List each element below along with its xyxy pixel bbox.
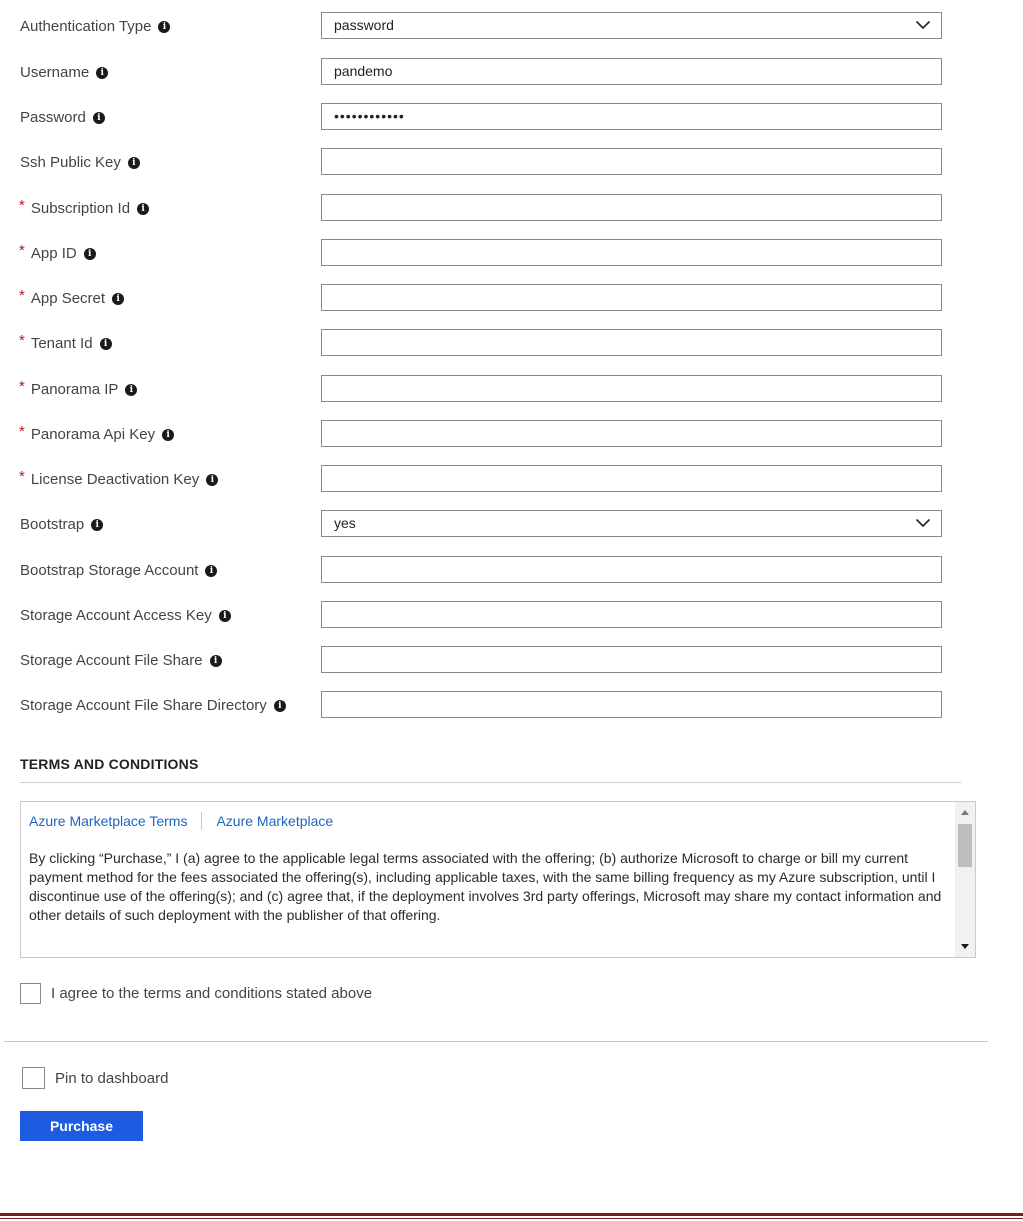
info-icon[interactable]: i (100, 338, 112, 350)
bootstrap-select[interactable] (321, 510, 942, 537)
username-input[interactable] (321, 58, 942, 85)
info-icon[interactable]: i (158, 21, 170, 33)
field-value: pandemo (334, 63, 393, 79)
field-label-text: Tenant Id (30, 335, 93, 352)
field-label-text: Panorama IP (30, 381, 119, 398)
info-icon[interactable]: i (91, 519, 103, 531)
info-icon[interactable]: i (210, 655, 222, 667)
bootstrap-storage-account-input[interactable] (321, 556, 942, 583)
authentication-type-label (20, 12, 170, 42)
field-label-text: Subscription Id (30, 200, 131, 217)
info-icon[interactable]: i (112, 293, 124, 305)
bootstrap-label (20, 510, 103, 540)
app-secret-row (0, 284, 1023, 314)
bootstrap-storage-account-row (0, 556, 1023, 586)
footer-rule (0, 1213, 1023, 1216)
chevron-down-icon[interactable] (915, 518, 931, 528)
field-label-text: Bootstrap (20, 516, 85, 533)
username-label (20, 58, 108, 88)
field-label-text: Password (20, 109, 86, 126)
agree-terms-checkbox[interactable] (20, 983, 41, 1004)
required-asterisk-icon: * (19, 287, 25, 304)
pin-dashboard-row (22, 1067, 168, 1089)
required-asterisk-icon: * (19, 332, 25, 349)
info-icon[interactable]: i (205, 565, 217, 577)
scroll-up-arrow-icon[interactable] (961, 810, 969, 815)
info-icon[interactable]: i (206, 474, 218, 486)
ssh-public-key-label (20, 148, 140, 178)
section-divider (4, 1041, 988, 1042)
agree-terms-row (20, 983, 372, 1004)
field-label-text: Storage Account File Share Directory (20, 697, 267, 714)
field-label-text: App ID (30, 245, 77, 262)
field-value: yes (334, 515, 356, 531)
info-icon[interactable]: i (93, 112, 105, 124)
storage-account-access-key-input[interactable] (321, 601, 942, 628)
field-label-text: Username (20, 64, 90, 81)
field-label-text: Storage Account Access Key (20, 607, 212, 624)
license-deactivation-key-label (20, 465, 218, 495)
field-label-text: App Secret (30, 290, 106, 307)
field-value: password (334, 17, 394, 33)
panorama-ip-input[interactable] (321, 375, 942, 402)
info-icon[interactable]: i (137, 203, 149, 215)
tenant-id-label (20, 329, 112, 359)
storage-account-file-share-label (20, 646, 222, 676)
pin-dashboard-checkbox[interactable] (22, 1067, 45, 1089)
required-asterisk-icon: * (19, 468, 25, 485)
terms-box (20, 801, 976, 958)
terms-title: TERMS AND CONDITIONS (20, 756, 199, 772)
storage-account-access-key-row (0, 601, 1023, 631)
required-asterisk-icon: * (19, 423, 25, 440)
app-secret-input[interactable] (321, 284, 942, 311)
link-separator (201, 812, 202, 830)
info-icon[interactable]: i (274, 700, 286, 712)
info-icon[interactable]: i (125, 384, 137, 396)
panorama-ip-label (20, 375, 137, 405)
agree-terms-label: I agree to the terms and conditions stated above (51, 985, 373, 1002)
username-row (0, 58, 1023, 88)
terms-divider (20, 782, 961, 783)
field-label-text: License Deactivation Key (30, 471, 200, 488)
scroll-thumb[interactable] (958, 824, 972, 867)
tenant-id-row (0, 329, 1023, 359)
info-icon[interactable]: i (84, 248, 96, 260)
field-label-text: Bootstrap Storage Account (20, 562, 199, 579)
license-deactivation-key-input[interactable] (321, 465, 942, 492)
purchase-button[interactable]: Purchase (20, 1111, 143, 1141)
app-id-label (20, 239, 96, 269)
panorama-api-key-label (20, 420, 174, 450)
field-label-text: Storage Account File Share (20, 652, 203, 669)
ssh-public-key-input[interactable] (321, 148, 942, 175)
license-deactivation-key-row (0, 465, 1023, 495)
terms-scrollbar[interactable] (955, 802, 975, 957)
pin-dashboard-label: Pin to dashboard (55, 1069, 169, 1087)
ssh-public-key-row (0, 148, 1023, 178)
field-label-text: Ssh Public Key (20, 154, 121, 171)
terms-text: By clicking “Purchase,” I (a) agree to the applicable legal terms associated with the offering; (b) authorize Microsoft to charge or bill my current payment method for the fees associated the offering(s), including applicable taxes, with the same billing frequency as my Azure subscription, until I discontinue use of the offering(s); and (c) agree that, if the deployment involves 3rd party offerings, Microsoft may share my contact information and other details of such deployment with the publisher of that offering. (29, 850, 942, 923)
app-secret-label (20, 284, 124, 314)
info-icon[interactable]: i (219, 610, 231, 622)
chevron-down-icon[interactable] (915, 20, 931, 30)
storage-account-file-share-row (0, 646, 1023, 676)
authentication-type-row (0, 12, 1023, 42)
panorama-api-key-row (0, 420, 1023, 450)
footer-rule-thin (0, 1218, 1023, 1219)
storage-account-file-share-directory-label (20, 691, 286, 721)
required-asterisk-icon: * (19, 242, 25, 259)
password-row (0, 103, 1023, 133)
azure-marketplace-terms-link[interactable]: Azure Marketplace Terms (29, 813, 188, 829)
info-icon[interactable]: i (128, 157, 140, 169)
required-asterisk-icon: * (19, 197, 25, 214)
storage-account-file-share-input[interactable] (321, 646, 942, 673)
storage-account-file-share-directory-input[interactable] (321, 691, 942, 718)
info-icon[interactable]: i (96, 67, 108, 79)
storage-account-file-share-directory-row (0, 691, 1023, 721)
app-id-row (0, 239, 1023, 269)
panorama-ip-row (0, 375, 1023, 405)
authentication-type-select[interactable] (321, 12, 942, 39)
required-asterisk-icon: * (19, 378, 25, 395)
terms-links (29, 812, 333, 830)
scroll-down-arrow-icon[interactable] (961, 944, 969, 949)
bootstrap-storage-account-label (20, 556, 217, 586)
field-value: •••••••••••• (334, 108, 405, 124)
bootstrap-row (0, 510, 1023, 540)
storage-account-access-key-label (20, 601, 231, 631)
password-input[interactable] (321, 103, 942, 130)
tenant-id-input[interactable] (321, 329, 942, 356)
info-icon[interactable]: i (162, 429, 174, 441)
subscription-id-row (0, 194, 1023, 224)
panorama-api-key-input[interactable] (321, 420, 942, 447)
field-label-text: Panorama Api Key (30, 426, 156, 443)
app-id-input[interactable] (321, 239, 942, 266)
password-label (20, 103, 105, 133)
subscription-id-input[interactable] (321, 194, 942, 221)
subscription-id-label (20, 194, 149, 224)
field-label-text: Authentication Type (20, 18, 152, 35)
azure-marketplace-link[interactable]: Azure Marketplace (216, 813, 334, 829)
